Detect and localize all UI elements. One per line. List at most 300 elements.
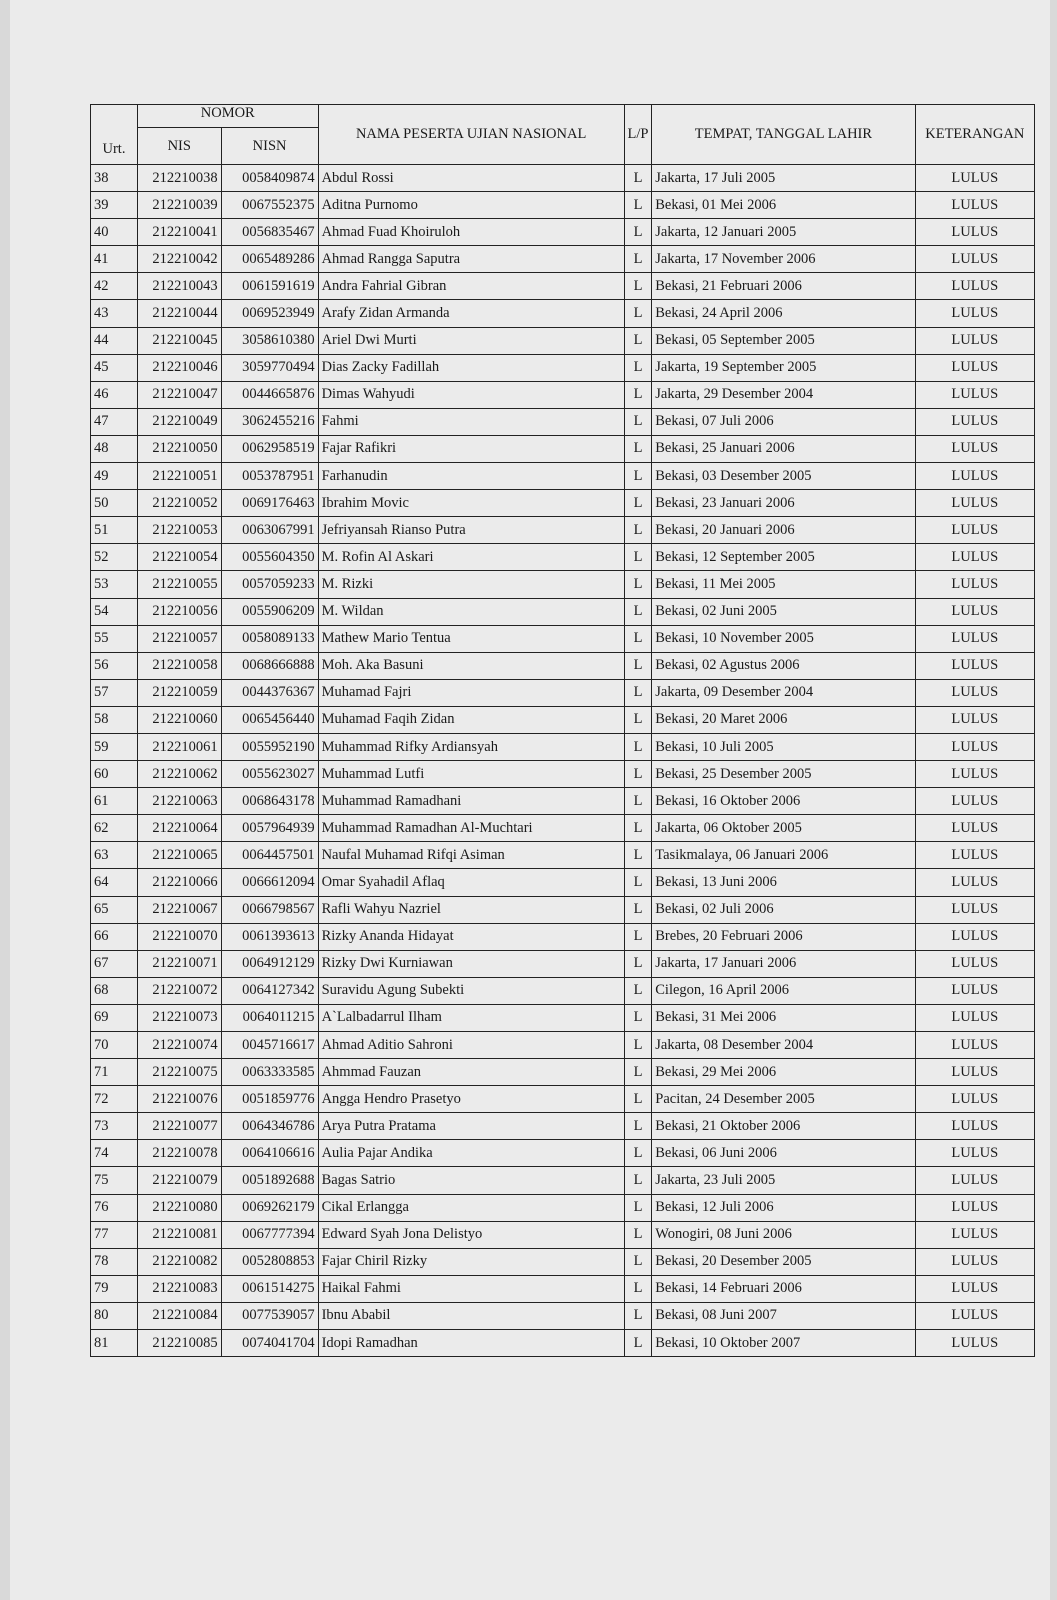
status-cell: LULUS — [915, 842, 1034, 869]
header-nis: NIS — [137, 128, 221, 165]
nis-cell: 212210053 — [137, 517, 221, 544]
row-number: 58 — [91, 706, 138, 733]
status-cell: LULUS — [915, 761, 1034, 788]
row-number: 65 — [91, 896, 138, 923]
row-number: 64 — [91, 869, 138, 896]
table-row — [91, 381, 1035, 408]
nisn-cell: 0069262179 — [221, 1194, 318, 1221]
student-name-cell: Haikal Fahmi — [318, 1275, 624, 1302]
nis-cell: 212210079 — [137, 1167, 221, 1194]
nis-cell: 212210083 — [137, 1275, 221, 1302]
birth-place-date-cell: Bekasi, 21 Februari 2006 — [652, 273, 915, 300]
nis-cell: 212210051 — [137, 463, 221, 490]
nisn-cell: 0067777394 — [221, 1221, 318, 1248]
gender-cell: L — [624, 977, 652, 1004]
student-name-cell: Ariel Dwi Murti — [318, 327, 624, 354]
header-row-top — [91, 105, 1035, 128]
gender-cell: L — [624, 571, 652, 598]
nisn-cell: 0061514275 — [221, 1275, 318, 1302]
birth-place-date-cell: Wonogiri, 08 Juni 2006 — [652, 1221, 915, 1248]
table-row — [91, 490, 1035, 517]
table-row — [91, 842, 1035, 869]
row-number: 57 — [91, 679, 138, 706]
gender-cell: L — [624, 544, 652, 571]
nisn-cell: 0063067991 — [221, 517, 318, 544]
table-row — [91, 544, 1035, 571]
status-cell: LULUS — [915, 1140, 1034, 1167]
nis-cell: 212210047 — [137, 381, 221, 408]
birth-place-date-cell: Bekasi, 14 Februari 2006 — [652, 1275, 915, 1302]
nis-cell: 212210080 — [137, 1194, 221, 1221]
row-number: 63 — [91, 842, 138, 869]
gender-cell: L — [624, 192, 652, 219]
nis-cell: 212210042 — [137, 246, 221, 273]
birth-place-date-cell: Bekasi, 01 Mei 2006 — [652, 192, 915, 219]
nisn-cell: 0064011215 — [221, 1004, 318, 1031]
status-cell: LULUS — [915, 300, 1034, 327]
nis-cell: 212210041 — [137, 219, 221, 246]
status-cell: LULUS — [915, 1032, 1034, 1059]
status-cell: LULUS — [915, 679, 1034, 706]
student-name-cell: Muhammad Ramadhani — [318, 788, 624, 815]
row-number: 81 — [91, 1330, 138, 1357]
nisn-cell: 0055604350 — [221, 544, 318, 571]
table-row — [91, 869, 1035, 896]
birth-place-date-cell: Bekasi, 31 Mei 2006 — [652, 1004, 915, 1031]
status-cell: LULUS — [915, 815, 1034, 842]
nisn-cell: 0077539057 — [221, 1302, 318, 1329]
gender-cell: L — [624, 1302, 652, 1329]
status-cell: LULUS — [915, 625, 1034, 652]
status-cell: LULUS — [915, 1275, 1034, 1302]
nisn-cell: 3062455216 — [221, 408, 318, 435]
header-keterangan: KETERANGAN — [915, 105, 1034, 165]
status-cell: LULUS — [915, 652, 1034, 679]
status-cell: LULUS — [915, 1167, 1034, 1194]
gender-cell: L — [624, 652, 652, 679]
student-name-cell: Muhammad Lutfi — [318, 761, 624, 788]
nis-cell: 212210075 — [137, 1059, 221, 1086]
birth-place-date-cell: Jakarta, 19 September 2005 — [652, 354, 915, 381]
nis-cell: 212210050 — [137, 435, 221, 462]
student-name-cell: Farhanudin — [318, 463, 624, 490]
nisn-cell: 0058089133 — [221, 625, 318, 652]
student-name-cell: Andra Fahrial Gibran — [318, 273, 624, 300]
nisn-cell: 0068666888 — [221, 652, 318, 679]
gender-cell: L — [624, 950, 652, 977]
student-name-cell: Moh. Aka Basuni — [318, 652, 624, 679]
row-number: 54 — [91, 598, 138, 625]
row-number: 44 — [91, 327, 138, 354]
nisn-cell: 0051859776 — [221, 1086, 318, 1113]
row-number: 59 — [91, 733, 138, 760]
nis-cell: 212210060 — [137, 706, 221, 733]
gender-cell: L — [624, 815, 652, 842]
row-number: 39 — [91, 192, 138, 219]
gender-cell: L — [624, 896, 652, 923]
birth-place-date-cell: Brebes, 20 Februari 2006 — [652, 923, 915, 950]
row-number: 45 — [91, 354, 138, 381]
birth-place-date-cell: Jakarta, 17 November 2006 — [652, 246, 915, 273]
table-row — [91, 977, 1035, 1004]
gender-cell: L — [624, 788, 652, 815]
birth-place-date-cell: Bekasi, 13 Juni 2006 — [652, 869, 915, 896]
nisn-cell: 0068643178 — [221, 788, 318, 815]
header-urt: Urt. — [91, 105, 138, 165]
nisn-cell: 0064106616 — [221, 1140, 318, 1167]
table-row — [91, 1275, 1035, 1302]
birth-place-date-cell: Bekasi, 02 Juli 2006 — [652, 896, 915, 923]
table-row — [91, 1330, 1035, 1357]
nisn-cell: 0065489286 — [221, 246, 318, 273]
row-number: 38 — [91, 165, 138, 192]
table-row — [91, 1086, 1035, 1113]
birth-place-date-cell: Jakarta, 17 Januari 2006 — [652, 950, 915, 977]
student-name-cell: M. Rofin Al Askari — [318, 544, 624, 571]
status-cell: LULUS — [915, 733, 1034, 760]
nis-cell: 212210073 — [137, 1004, 221, 1031]
birth-place-date-cell: Tasikmalaya, 06 Januari 2006 — [652, 842, 915, 869]
nis-cell: 212210081 — [137, 1221, 221, 1248]
gender-cell: L — [624, 1330, 652, 1357]
gender-cell: L — [624, 1140, 652, 1167]
status-cell: LULUS — [915, 408, 1034, 435]
birth-place-date-cell: Bekasi, 23 Januari 2006 — [652, 490, 915, 517]
gender-cell: L — [624, 761, 652, 788]
nisn-cell: 0061591619 — [221, 273, 318, 300]
student-name-cell: Ahmmad Fauzan — [318, 1059, 624, 1086]
student-name-cell: Rafli Wahyu Nazriel — [318, 896, 624, 923]
row-number: 74 — [91, 1140, 138, 1167]
nisn-cell: 0057059233 — [221, 571, 318, 598]
nisn-cell: 0055906209 — [221, 598, 318, 625]
status-cell: LULUS — [915, 219, 1034, 246]
status-cell: LULUS — [915, 1194, 1034, 1221]
row-number: 66 — [91, 923, 138, 950]
row-number: 40 — [91, 219, 138, 246]
nis-cell: 212210074 — [137, 1032, 221, 1059]
header-nama: NAMA PESERTA UJIAN NASIONAL — [318, 105, 624, 165]
status-cell: LULUS — [915, 490, 1034, 517]
birth-place-date-cell: Jakarta, 09 Desember 2004 — [652, 679, 915, 706]
gender-cell: L — [624, 1086, 652, 1113]
gender-cell: L — [624, 219, 652, 246]
gender-cell: L — [624, 517, 652, 544]
table-row — [91, 815, 1035, 842]
birth-place-date-cell: Jakarta, 23 Juli 2005 — [652, 1167, 915, 1194]
gender-cell: L — [624, 1004, 652, 1031]
status-cell: LULUS — [915, 1221, 1034, 1248]
nisn-cell: 0066612094 — [221, 869, 318, 896]
row-number: 76 — [91, 1194, 138, 1221]
row-number: 70 — [91, 1032, 138, 1059]
nis-cell: 212210084 — [137, 1302, 221, 1329]
row-number: 80 — [91, 1302, 138, 1329]
nis-cell: 212210059 — [137, 679, 221, 706]
nisn-cell: 0064912129 — [221, 950, 318, 977]
birth-place-date-cell: Bekasi, 16 Oktober 2006 — [652, 788, 915, 815]
status-cell: LULUS — [915, 1004, 1034, 1031]
gender-cell: L — [624, 1059, 652, 1086]
row-number: 78 — [91, 1248, 138, 1275]
status-cell: LULUS — [915, 165, 1034, 192]
table-row — [91, 923, 1035, 950]
nisn-cell: 0057964939 — [221, 815, 318, 842]
row-number: 75 — [91, 1167, 138, 1194]
nis-cell: 212210056 — [137, 598, 221, 625]
birth-place-date-cell: Bekasi, 02 Juni 2005 — [652, 598, 915, 625]
header-nomor: NOMOR — [137, 105, 318, 128]
row-number: 60 — [91, 761, 138, 788]
nis-cell: 212210049 — [137, 408, 221, 435]
student-name-cell: Abdul Rossi — [318, 165, 624, 192]
table-row — [91, 733, 1035, 760]
gender-cell: L — [624, 1167, 652, 1194]
student-name-cell: Idopi Ramadhan — [318, 1330, 624, 1357]
birth-place-date-cell: Bekasi, 10 Juli 2005 — [652, 733, 915, 760]
nis-cell: 212210082 — [137, 1248, 221, 1275]
table-row — [91, 896, 1035, 923]
status-cell: LULUS — [915, 517, 1034, 544]
birth-place-date-cell: Bekasi, 10 November 2005 — [652, 625, 915, 652]
student-name-cell: M. Wildan — [318, 598, 624, 625]
birth-place-date-cell: Bekasi, 06 Juni 2006 — [652, 1140, 915, 1167]
row-number: 62 — [91, 815, 138, 842]
status-cell: LULUS — [915, 923, 1034, 950]
gender-cell: L — [624, 327, 652, 354]
status-cell: LULUS — [915, 896, 1034, 923]
status-cell: LULUS — [915, 950, 1034, 977]
row-number: 79 — [91, 1275, 138, 1302]
row-number: 51 — [91, 517, 138, 544]
nis-cell: 212210070 — [137, 923, 221, 950]
student-name-cell: Aditna Purnomo — [318, 192, 624, 219]
nisn-cell: 3059770494 — [221, 354, 318, 381]
nis-cell: 212210055 — [137, 571, 221, 598]
nisn-cell: 0051892688 — [221, 1167, 318, 1194]
row-number: 46 — [91, 381, 138, 408]
birth-place-date-cell: Jakarta, 12 Januari 2005 — [652, 219, 915, 246]
gender-cell: L — [624, 842, 652, 869]
birth-place-date-cell: Bekasi, 20 Desember 2005 — [652, 1248, 915, 1275]
birth-place-date-cell: Bekasi, 12 Juli 2006 — [652, 1194, 915, 1221]
birth-place-date-cell: Bekasi, 03 Desember 2005 — [652, 463, 915, 490]
status-cell: LULUS — [915, 463, 1034, 490]
birth-place-date-cell: Bekasi, 12 September 2005 — [652, 544, 915, 571]
birth-place-date-cell: Pacitan, 24 Desember 2005 — [652, 1086, 915, 1113]
status-cell: LULUS — [915, 1059, 1034, 1086]
student-name-cell: A`Lalbadarrul Ilham — [318, 1004, 624, 1031]
row-number: 69 — [91, 1004, 138, 1031]
nis-cell: 212210066 — [137, 869, 221, 896]
nis-cell: 212210063 — [137, 788, 221, 815]
nis-cell: 212210072 — [137, 977, 221, 1004]
nisn-cell: 0045716617 — [221, 1032, 318, 1059]
nisn-cell: 3058610380 — [221, 327, 318, 354]
nisn-cell: 0067552375 — [221, 192, 318, 219]
gender-cell: L — [624, 1113, 652, 1140]
nis-cell: 212210057 — [137, 625, 221, 652]
nisn-cell: 0053787951 — [221, 463, 318, 490]
nis-cell: 212210085 — [137, 1330, 221, 1357]
nisn-cell: 0064346786 — [221, 1113, 318, 1140]
table-row — [91, 950, 1035, 977]
nisn-cell: 0055952190 — [221, 733, 318, 760]
birth-place-date-cell: Bekasi, 07 Juli 2006 — [652, 408, 915, 435]
nisn-cell: 0055623027 — [221, 761, 318, 788]
gender-cell: L — [624, 273, 652, 300]
student-name-cell: Angga Hendro Prasetyo — [318, 1086, 624, 1113]
nisn-cell: 0064457501 — [221, 842, 318, 869]
student-name-cell: Edward Syah Jona Delistyo — [318, 1221, 624, 1248]
row-number: 71 — [91, 1059, 138, 1086]
nis-cell: 212210058 — [137, 652, 221, 679]
gender-cell: L — [624, 408, 652, 435]
status-cell: LULUS — [915, 788, 1034, 815]
nisn-cell: 0062958519 — [221, 435, 318, 462]
gender-cell: L — [624, 598, 652, 625]
birth-place-date-cell: Bekasi, 25 Januari 2006 — [652, 435, 915, 462]
nis-cell: 212210064 — [137, 815, 221, 842]
birth-place-date-cell: Bekasi, 10 Oktober 2007 — [652, 1330, 915, 1357]
student-name-cell: Muhammad Rifky Ardiansyah — [318, 733, 624, 760]
gender-cell: L — [624, 625, 652, 652]
gender-cell: L — [624, 679, 652, 706]
table-row — [91, 625, 1035, 652]
nis-cell: 212210065 — [137, 842, 221, 869]
status-cell: LULUS — [915, 571, 1034, 598]
student-name-cell: Ibnu Ababil — [318, 1302, 624, 1329]
status-cell: LULUS — [915, 1330, 1034, 1357]
row-number: 48 — [91, 435, 138, 462]
birth-place-date-cell: Bekasi, 05 September 2005 — [652, 327, 915, 354]
status-cell: LULUS — [915, 977, 1034, 1004]
row-number: 61 — [91, 788, 138, 815]
header-lp: L/P — [624, 105, 652, 165]
header-tempat-tanggal-lahir: TEMPAT, TANGGAL LAHIR — [652, 105, 915, 165]
table-row — [91, 1194, 1035, 1221]
table-row — [91, 463, 1035, 490]
birth-place-date-cell: Bekasi, 11 Mei 2005 — [652, 571, 915, 598]
table-row — [91, 246, 1035, 273]
table-row — [91, 652, 1035, 679]
nis-cell: 212210078 — [137, 1140, 221, 1167]
student-name-cell: Naufal Muhamad Rifqi Asiman — [318, 842, 624, 869]
nisn-cell: 0052808853 — [221, 1248, 318, 1275]
student-name-cell: Ibrahim Movic — [318, 490, 624, 517]
nis-cell: 212210043 — [137, 273, 221, 300]
student-name-cell: M. Rizki — [318, 571, 624, 598]
table-row — [91, 273, 1035, 300]
status-cell: LULUS — [915, 435, 1034, 462]
gender-cell: L — [624, 381, 652, 408]
student-name-cell: Fajar Chiril Rizky — [318, 1248, 624, 1275]
row-number: 43 — [91, 300, 138, 327]
birth-place-date-cell: Cilegon, 16 April 2006 — [652, 977, 915, 1004]
table-row — [91, 1140, 1035, 1167]
table-row — [91, 1248, 1035, 1275]
student-name-cell: Muhamad Faqih Zidan — [318, 706, 624, 733]
status-cell: LULUS — [915, 598, 1034, 625]
table-row — [91, 761, 1035, 788]
nis-cell: 212210077 — [137, 1113, 221, 1140]
table-row — [91, 1059, 1035, 1086]
birth-place-date-cell: Jakarta, 06 Oktober 2005 — [652, 815, 915, 842]
table-row — [91, 1004, 1035, 1031]
status-cell: LULUS — [915, 544, 1034, 571]
status-cell: LULUS — [915, 706, 1034, 733]
table-body — [91, 165, 1035, 1357]
row-number: 77 — [91, 1221, 138, 1248]
nisn-cell: 0044665876 — [221, 381, 318, 408]
birth-place-date-cell: Jakarta, 08 Desember 2004 — [652, 1032, 915, 1059]
row-number: 68 — [91, 977, 138, 1004]
nis-cell: 212210071 — [137, 950, 221, 977]
table-row — [91, 1221, 1035, 1248]
table-row — [91, 598, 1035, 625]
gender-cell: L — [624, 300, 652, 327]
student-name-cell: Jefriyansah Rianso Putra — [318, 517, 624, 544]
table-row — [91, 435, 1035, 462]
row-number: 49 — [91, 463, 138, 490]
table-row — [91, 1032, 1035, 1059]
birth-place-date-cell: Jakarta, 17 Juli 2005 — [652, 165, 915, 192]
birth-place-date-cell: Bekasi, 20 Maret 2006 — [652, 706, 915, 733]
student-name-cell: Mathew Mario Tentua — [318, 625, 624, 652]
row-number: 42 — [91, 273, 138, 300]
birth-place-date-cell: Bekasi, 29 Mei 2006 — [652, 1059, 915, 1086]
nis-cell: 212210046 — [137, 354, 221, 381]
row-number: 67 — [91, 950, 138, 977]
birth-place-date-cell: Bekasi, 21 Oktober 2006 — [652, 1113, 915, 1140]
row-number: 41 — [91, 246, 138, 273]
status-cell: LULUS — [915, 327, 1034, 354]
gender-cell: L — [624, 354, 652, 381]
nisn-cell: 0069176463 — [221, 490, 318, 517]
nisn-cell: 0058409874 — [221, 165, 318, 192]
student-name-cell: Cikal Erlangga — [318, 1194, 624, 1221]
header-nisn: NISN — [221, 128, 318, 165]
student-name-cell: Suravidu Agung Subekti — [318, 977, 624, 1004]
nisn-cell: 0074041704 — [221, 1330, 318, 1357]
gender-cell: L — [624, 1221, 652, 1248]
row-number: 73 — [91, 1113, 138, 1140]
nis-cell: 212210052 — [137, 490, 221, 517]
status-cell: LULUS — [915, 869, 1034, 896]
nis-cell: 212210076 — [137, 1086, 221, 1113]
table-row — [91, 327, 1035, 354]
birth-place-date-cell: Bekasi, 08 Juni 2007 — [652, 1302, 915, 1329]
student-name-cell: Muhamad Fajri — [318, 679, 624, 706]
nisn-cell: 0069523949 — [221, 300, 318, 327]
birth-place-date-cell: Jakarta, 29 Desember 2004 — [652, 381, 915, 408]
status-cell: LULUS — [915, 1113, 1034, 1140]
status-cell: LULUS — [915, 381, 1034, 408]
nis-cell: 212210039 — [137, 192, 221, 219]
gender-cell: L — [624, 923, 652, 950]
table-row — [91, 219, 1035, 246]
row-number: 47 — [91, 408, 138, 435]
status-cell: LULUS — [915, 354, 1034, 381]
table-row — [91, 165, 1035, 192]
nisn-cell: 0066798567 — [221, 896, 318, 923]
gender-cell: L — [624, 1275, 652, 1302]
student-name-cell: Arya Putra Pratama — [318, 1113, 624, 1140]
nisn-cell: 0065456440 — [221, 706, 318, 733]
status-cell: LULUS — [915, 1248, 1034, 1275]
nisn-cell: 0063333585 — [221, 1059, 318, 1086]
table-row — [91, 1302, 1035, 1329]
